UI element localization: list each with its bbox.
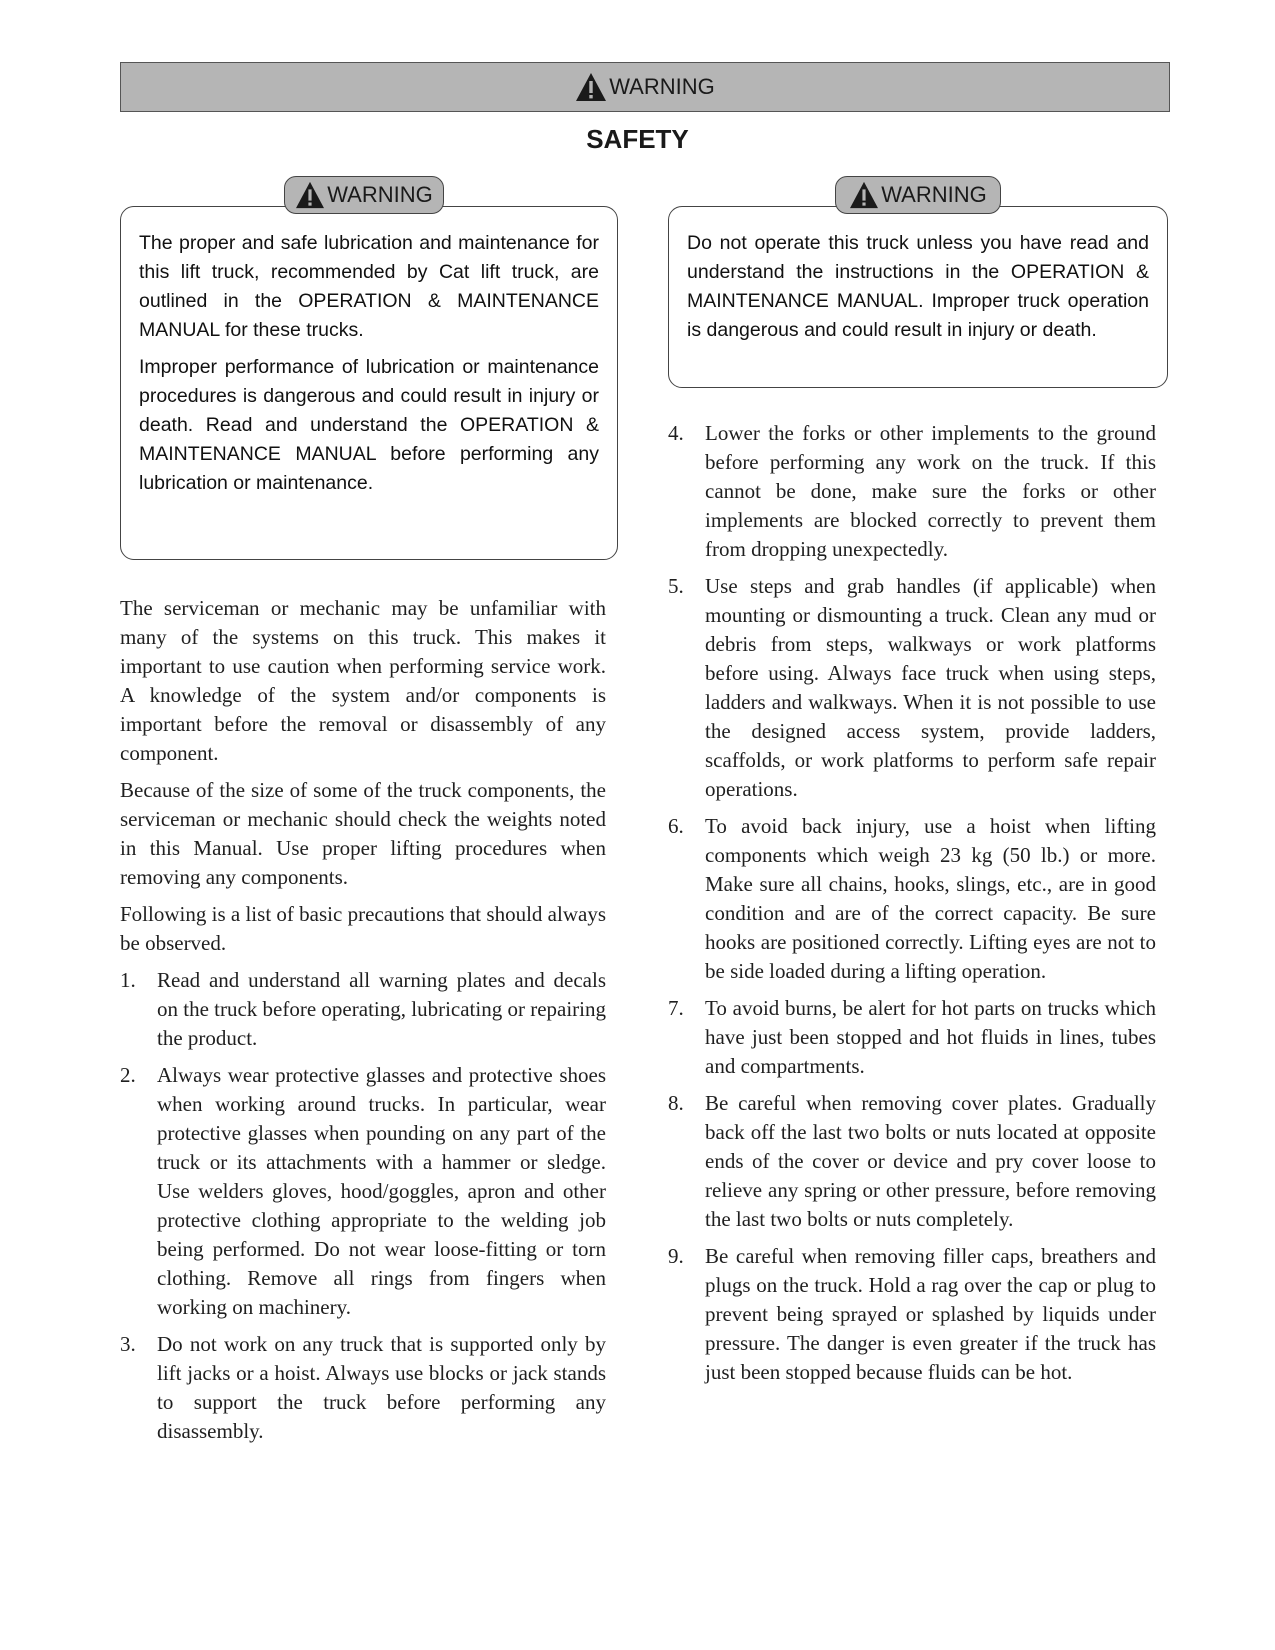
left-warning-paragraph: Improper performance of lubrication or maintenance procedures is dangerous and could result in injury or death. Read and understand the OPERATION & MAINTENANCE MANUAL before performing any lubrication or maintenance. (139, 356, 599, 494)
right-warning-tab (835, 176, 1001, 214)
warning-triangle-icon (849, 181, 879, 209)
precaution-item (668, 812, 1156, 986)
right-warning-paragraph: Do not operate this truck unless you have read and understand the instructions in the OPERATION & MAINTENANCE MANUAL. Improper truck operation is dangerous and could result in injury or death. (687, 232, 1149, 341)
precaution-text: Read and understand all warning plates and decals on the truck before operating, lubricating or repairing the product. (157, 968, 606, 1050)
right-warning-label: WARNING (881, 182, 987, 207)
precaution-number: 8. (668, 1091, 684, 1115)
precaution-item (668, 994, 1156, 1081)
precaution-text: Do not work on any truck that is supported only by lift jacks or a hoist. Always use blocks or jack stands to support the truck before performing any disassembly. (157, 1332, 606, 1443)
precaution-item (668, 1089, 1156, 1234)
precaution-text: Use steps and grab handles (if applicable) when mounting or dismounting a truck. Clean any mud or debris from steps, walkways or work platforms before using. Always face truck when using steps, ladders and walkways. When it is not possible to use the designed access system, provide ladders, scaffolds, or work platforms to perform safe repair operations. (705, 574, 1156, 801)
precaution-text: Lower the forks or other implements to the ground before performing any work on the truck. If this cannot be done, make sure the forks or other implements are blocked correctly to prevent them from dropping unexpectedly. (705, 421, 1156, 561)
precaution-item (668, 1242, 1156, 1387)
warning-triangle-icon (295, 181, 325, 209)
precaution-item (668, 419, 1156, 564)
precaution-number: 7. (668, 996, 684, 1020)
precaution-text: Be careful when removing cover plates. Gradually back off the last two bolts or nuts located at opposite ends of the cover or device and pry cover loose to relieve any spring or other pressure, before removing the last two bolts or nuts completely. (705, 1091, 1156, 1231)
intro-paragraph: The serviceman or mechanic may be unfamiliar with many of the systems on this truck. This makes it important to use caution when performing service work. A knowledge of the system and/or components is important before the removal or disassembly of any component. (120, 596, 606, 765)
precaution-number: 6. (668, 814, 684, 838)
precaution-number: 9. (668, 1244, 684, 1268)
left-warning-box (120, 206, 618, 560)
precaution-item (668, 572, 1156, 804)
intro-paragraph: Because of the size of some of the truck components, the serviceman or mechanic should check the weights noted in this Manual. Use proper lifting procedures when removing any components. (120, 778, 606, 889)
precaution-text: Be careful when removing filler caps, breathers and plugs on the truck. Hold a rag over the cap or plug to prevent being sprayed or splashed by liquids under pressure. The danger is even greater if the truck has just been stopped because fluids can be hot. (705, 1244, 1156, 1384)
warning-triangle-icon (575, 72, 607, 102)
precaution-number: 4. (668, 421, 684, 445)
precaution-text: To avoid burns, be alert for hot parts on trucks which have just been stopped and hot fluids in lines, tubes and compartments. (705, 996, 1156, 1078)
warning-banner (120, 62, 1170, 112)
warning-banner-label: WARNING (609, 74, 715, 99)
precaution-item (120, 966, 606, 1053)
precaution-number: 3. (120, 1332, 136, 1356)
precaution-item (120, 1330, 606, 1446)
precaution-text: Always wear protective glasses and protective shoes when working around trucks. In particular, wear protective glasses when pounding on any part of the truck or its attachments with a hammer or sledge. Use welders gloves, hood/goggles, apron and other protective clothing appropriate to the welding job being performed. Do not wear loose-fitting or torn clothing. Remove all rings from fingers when working on machinery. (157, 1063, 606, 1319)
left-warning-paragraph: The proper and safe lubrication and maintenance for this lift truck, recommended by Cat lift truck, are outlined in the OPERATION & MAINTENANCE MANUAL for these trucks. (139, 232, 599, 341)
left-warning-tab (284, 176, 444, 214)
precaution-number: 2. (120, 1063, 136, 1087)
intro-paragraph: Following is a list of basic precautions that should always be observed. (120, 902, 606, 955)
left-column (120, 594, 606, 1454)
precaution-number: 5. (668, 574, 684, 598)
left-warning-label: WARNING (327, 182, 433, 207)
page-title: SAFETY (586, 124, 689, 154)
right-warning-box (668, 206, 1168, 388)
precaution-text: To avoid back injury, use a hoist when lifting components which weigh 23 kg (50 lb.) or more. Make sure all chains, hooks, slings, etc., are in good condition and are of the correct capacity. Be sure hooks are positioned correctly. Lifting eyes are not to be side loaded during a lifting operation. (705, 814, 1156, 983)
precaution-item (120, 1061, 606, 1322)
right-column (668, 419, 1156, 1395)
precaution-number: 1. (120, 968, 136, 992)
